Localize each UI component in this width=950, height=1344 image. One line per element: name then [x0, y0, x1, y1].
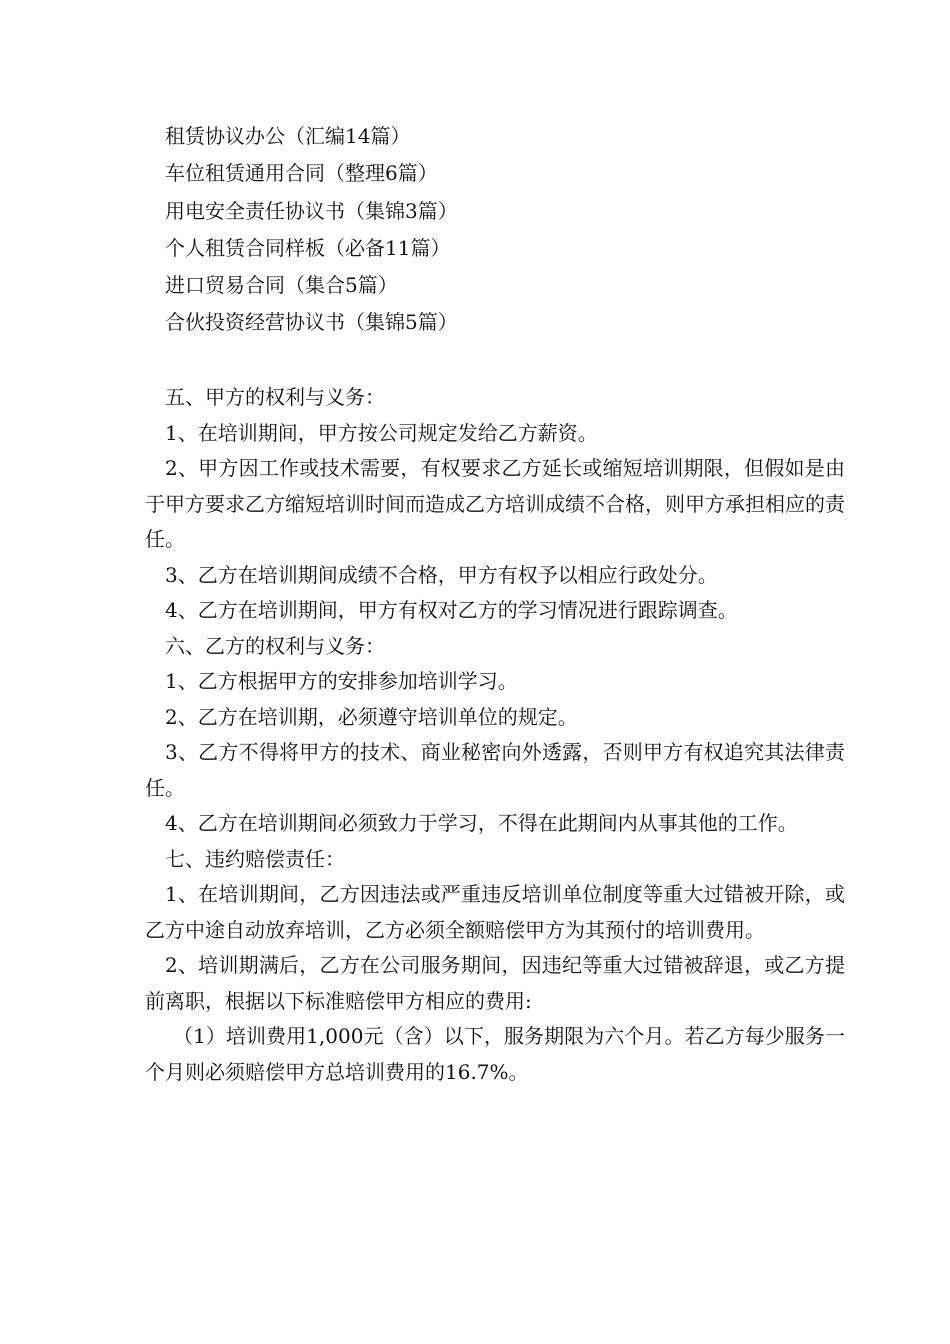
- related-link[interactable]: 车位租赁通用合同（整理6篇）: [165, 161, 438, 186]
- clause-paragraph: 3、乙方不得将甲方的技术、商业秘密向外透露，否则甲方有权追究其法律责任。: [145, 740, 845, 800]
- clause-paragraph: 1、乙方根据甲方的安排参加培训学习。: [165, 669, 518, 693]
- related-link[interactable]: 个人租赁合同样板（必备11篇）: [165, 235, 451, 260]
- clause-paragraph: 3、乙方在培训期间成绩不合格，甲方有权予以相应行政处分。: [165, 562, 718, 587]
- clause-paragraph: 2、甲方因工作或技术需要，有权要求乙方延长或缩短培训期限，但假如是由于甲方要求乙方缩短培训时间而造成乙方培训成绩不合格，则甲方承担相应的责任。: [145, 456, 845, 551]
- section-heading: 五、甲方的权利与义务：: [165, 385, 385, 409]
- clause-paragraph: 2、培训期满后，乙方在公司服务期间，因违纪等重大过错被辞退，或乙方提前离职，根据以下标准赔偿甲方相应的费用:: [145, 953, 845, 1013]
- clause-subparagraph: （1）培训费用1,000元（含）以下，服务期限为六个月。若乙方每少服务一个月则必须赔偿甲方总培训费用的16.7%。: [145, 1024, 845, 1084]
- related-link[interactable]: 用电安全责任协议书（集锦3篇）: [165, 198, 458, 223]
- clause-paragraph: 2、乙方在培训期，必须遵守培训单位的规定。: [165, 704, 578, 729]
- related-link[interactable]: 租赁协议办公（汇编14篇）: [165, 124, 411, 148]
- contract-body: [145, 380, 845, 1090]
- clause-paragraph: 4、乙方在培训期间，甲方有权对乙方的学习情况进行跟踪调查。: [165, 598, 738, 622]
- section-heading: 七、违约赔偿责任：: [165, 846, 345, 871]
- related-link[interactable]: 合伙投资经营协议书（集锦5篇）: [165, 310, 458, 335]
- clause-paragraph: 1、在培训期间，乙方因违法或严重违反培训单位制度等重大过错被开除，或乙方中途自动放弃培训，乙方必须全额赔偿甲方为其预付的培训费用。: [145, 882, 845, 942]
- clause-paragraph: 4、乙方在培训期间必须致力于学习，不得在此期间内从事其他的工作。: [165, 811, 798, 835]
- clause-paragraph: 1、在培训期间，甲方按公司规定发给乙方薪资。: [165, 420, 598, 445]
- section-heading: 六、乙方的权利与义务：: [165, 633, 385, 658]
- related-links-list: [165, 118, 865, 342]
- related-link[interactable]: 进口贸易合同（集合5篇）: [165, 273, 398, 298]
